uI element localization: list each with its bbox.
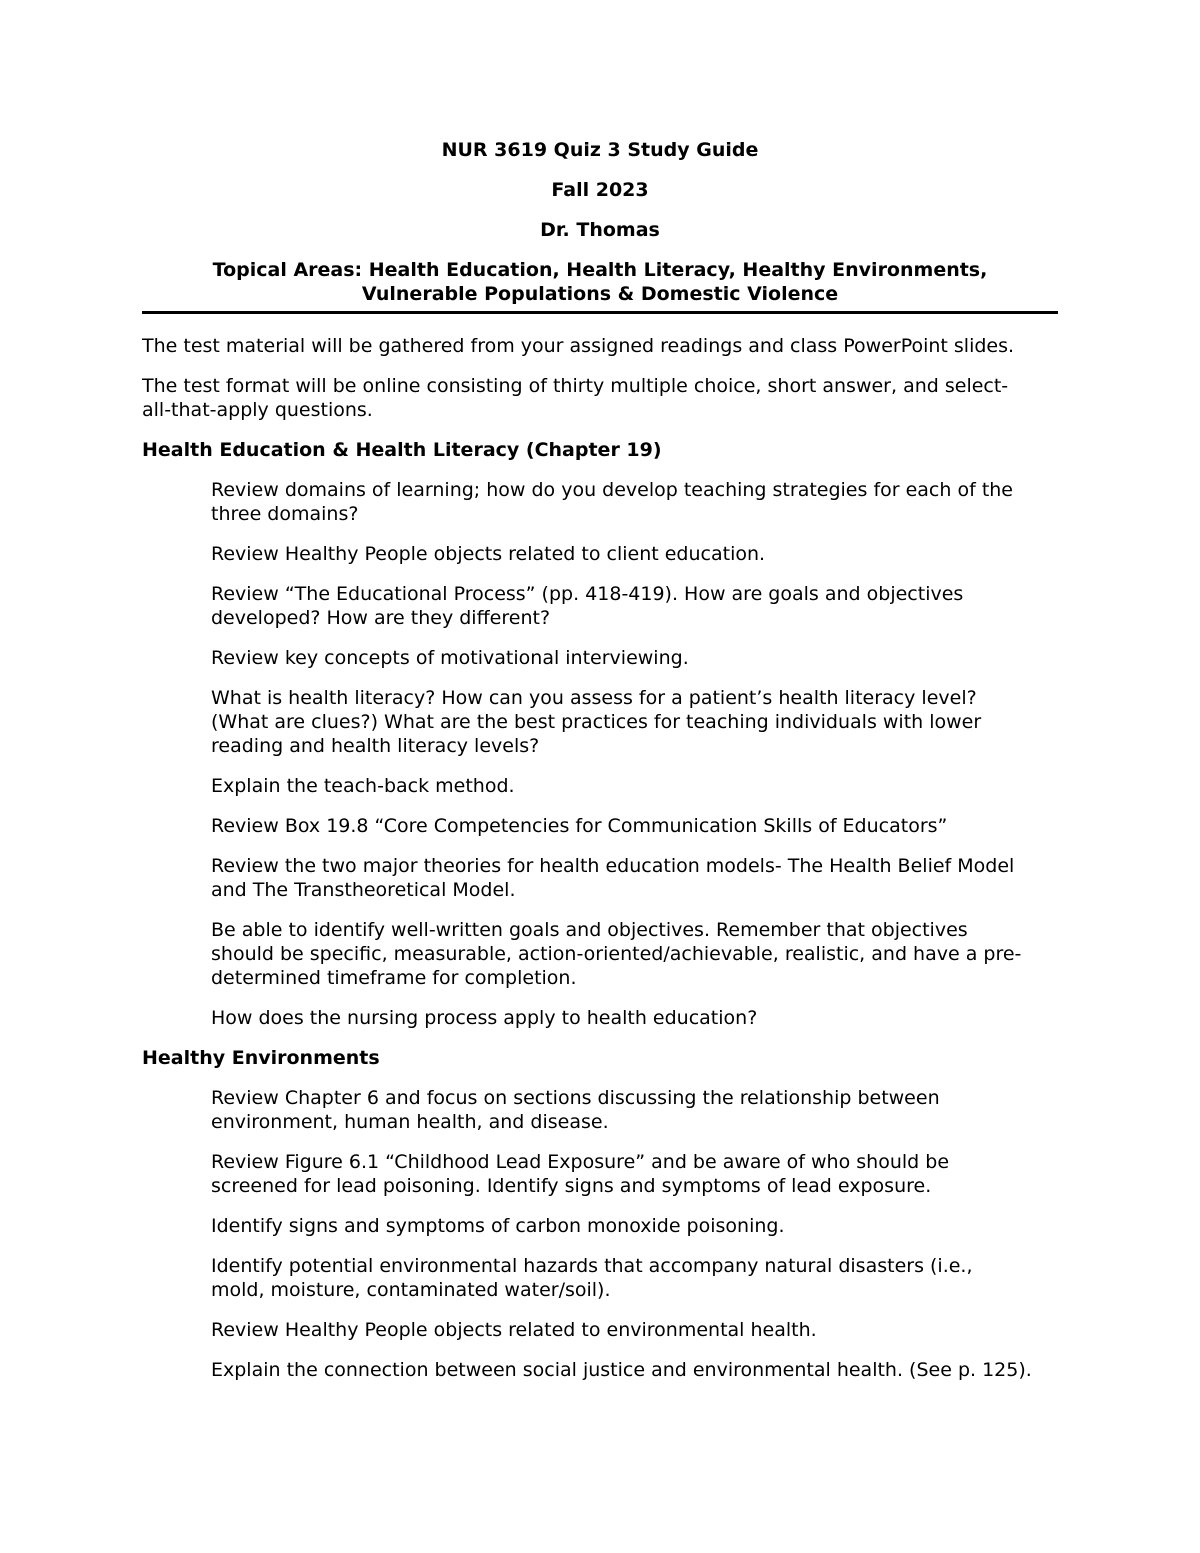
intro-test-format bbox=[142, 374, 1058, 422]
study-item bbox=[142, 646, 1058, 670]
study-item-line: Review Box 19.8 “Core Competencies for Communication Skills of Educators” bbox=[211, 815, 948, 837]
study-item bbox=[142, 1150, 1058, 1198]
study-item-line: developed? How are they different? bbox=[211, 607, 551, 629]
topical-areas bbox=[142, 258, 1058, 314]
study-item-line: Review key concepts of motivational interviewing. bbox=[211, 647, 689, 669]
study-item bbox=[142, 1358, 1058, 1382]
study-item-line: Review domains of learning; how do you develop teaching strategies for each of the bbox=[211, 479, 1013, 501]
study-item-line: should be specific, measurable, action-oriented/achievable, realistic, and have a pre- bbox=[211, 943, 1022, 965]
study-item bbox=[142, 814, 1058, 838]
study-item-line: Review the two major theories for health education models- The Health Belief Model bbox=[211, 855, 1015, 877]
document-page bbox=[142, 138, 1058, 1382]
study-item-line: Review Figure 6.1 “Childhood Lead Exposure” and be aware of who should be bbox=[211, 1151, 950, 1173]
study-item bbox=[142, 686, 1058, 758]
study-item-line: What is health literacy? How can you assess for a patient’s health literacy level? bbox=[211, 687, 977, 709]
study-item-line: Be able to identify well-written goals and objectives. Remember that objectives bbox=[211, 919, 968, 941]
study-item-line: Review “The Educational Process” (pp. 418-419). How are goals and objectives bbox=[211, 583, 964, 605]
study-item bbox=[142, 1006, 1058, 1030]
study-item-line: Explain the connection between social justice and environmental health. (See p. 125). bbox=[211, 1359, 1032, 1381]
study-item-line: How does the nursing process apply to health education? bbox=[211, 1007, 758, 1029]
study-item-line: Review Healthy People objects related to client education. bbox=[211, 543, 766, 565]
intro-test-format-line-1: The test format will be online consisting of thirty multiple choice, short answer, and select- bbox=[142, 375, 1009, 397]
study-item bbox=[142, 774, 1058, 798]
study-item-line: Identify signs and symptoms of carbon monoxide poisoning. bbox=[211, 1215, 785, 1237]
study-item bbox=[142, 582, 1058, 630]
study-item bbox=[142, 1254, 1058, 1302]
intro-test-material: The test material will be gathered from your assigned readings and class PowerPoint slides. bbox=[142, 335, 1015, 357]
study-item bbox=[142, 542, 1058, 566]
section-heading: Healthy Environments bbox=[142, 1047, 380, 1069]
study-item bbox=[142, 854, 1058, 902]
topical-areas-line-2: Vulnerable Populations & Domestic Violence bbox=[361, 283, 839, 305]
study-item-line: determined timeframe for completion. bbox=[211, 967, 577, 989]
document-instructor: Dr. Thomas bbox=[540, 219, 660, 241]
study-item bbox=[142, 1086, 1058, 1134]
document-title: NUR 3619 Quiz 3 Study Guide bbox=[441, 139, 759, 161]
study-item-line: three domains? bbox=[211, 503, 359, 525]
study-item-line: and The Transtheoretical Model. bbox=[211, 879, 516, 901]
study-item-line: Review Healthy People objects related to environmental health. bbox=[211, 1319, 817, 1341]
study-item-line: mold, moisture, contaminated water/soil). bbox=[211, 1279, 611, 1301]
study-item-line: reading and health literacy levels? bbox=[211, 735, 540, 757]
study-item-line: environment, human health, and disease. bbox=[211, 1111, 609, 1133]
study-item bbox=[142, 1318, 1058, 1342]
study-item-line: (What are clues?) What are the best practices for teaching individuals with lower bbox=[211, 711, 982, 733]
study-item bbox=[142, 478, 1058, 526]
intro-test-format-line-2: all-that-apply questions. bbox=[142, 399, 373, 421]
study-item bbox=[142, 1214, 1058, 1238]
study-item-line: Identify potential environmental hazards that accompany natural disasters (i.e., bbox=[211, 1255, 973, 1277]
section-heading: Health Education & Health Literacy (Chapter 19) bbox=[142, 439, 662, 461]
document-term: Fall 2023 bbox=[551, 179, 649, 201]
topical-areas-line-1: Topical Areas: Health Education, Health Literacy, Healthy Environments, bbox=[212, 259, 988, 281]
sections-container bbox=[142, 438, 1058, 1382]
study-item-line: Review Chapter 6 and focus on sections discussing the relationship between bbox=[211, 1087, 940, 1109]
study-item-line: screened for lead poisoning. Identify signs and symptoms of lead exposure. bbox=[211, 1175, 932, 1197]
study-item-line: Explain the teach-back method. bbox=[211, 775, 515, 797]
study-item bbox=[142, 918, 1058, 990]
